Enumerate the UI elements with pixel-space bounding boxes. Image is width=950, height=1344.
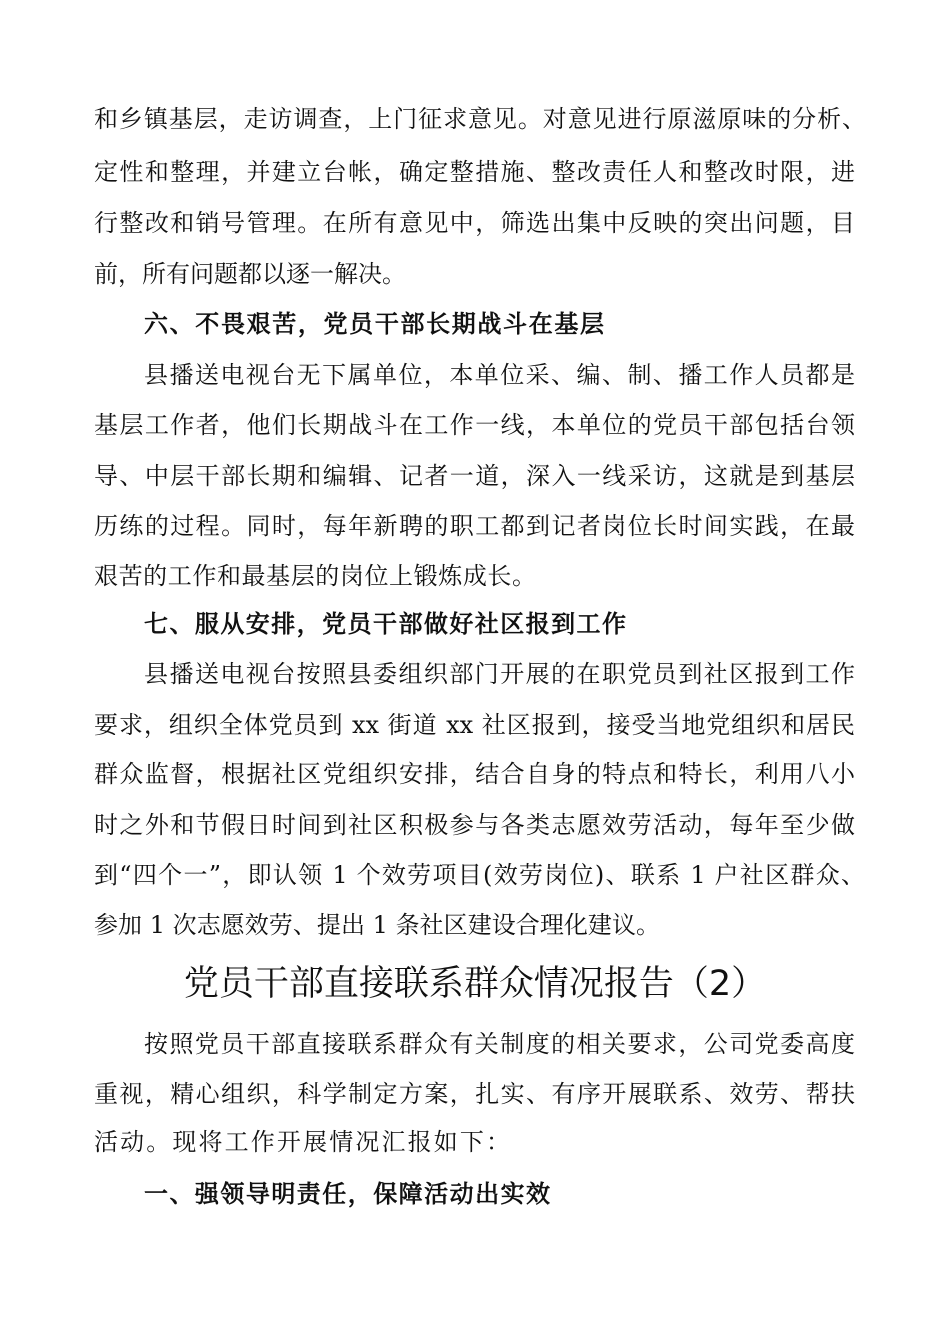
body-line: 基层工作者，他们长期战斗在工作一线，本单位的党员干部包括台领 — [94, 411, 855, 439]
report-title: 党员干部直接联系群众情况报告（2） — [183, 964, 767, 1004]
body-line: 时之外和节假日时间到社区积极参与各类志愿效劳活动，每年至少做 — [94, 811, 855, 839]
body-line: 活动。现将工作开展情况汇报如下： — [94, 1128, 510, 1156]
body-line: 参加 1 次志愿效劳、提出 1 条社区建设合理化建议。 — [94, 911, 660, 939]
body-line: 重视，精心组织，科学制定方案，扎实、有序开展联系、效劳、帮扶 — [94, 1080, 855, 1108]
body-line: 按照党员干部直接联系群众有关制度的相关要求，公司党委高度 — [144, 1030, 855, 1058]
body-line: 前，所有问题都以逐一解决。 — [94, 260, 406, 288]
body-line: 县播送电视台无下属单位，本单位采、编、制、播工作人员都是 — [144, 361, 855, 389]
body-line: 历练的过程。同时，每年新聘的职工都到记者岗位长时间实践，在最 — [94, 512, 855, 540]
body-line: 群众监督，根据社区党组织安排，结合自身的特点和特长，利用八小 — [94, 760, 855, 788]
body-line: 艰苦的工作和最基层的岗位上锻炼成长。 — [94, 562, 536, 590]
body-line: 到“四个一”，即认领 1 个效劳项目(效劳岗位)、联系 1 户社区群众、 — [94, 861, 865, 889]
section-heading-7: 七、服从安排，党员干部做好社区报到工作 — [144, 610, 626, 638]
body-line: 要求，组织全体党员到 xx 街道 xx 社区报到，接受当地党组织和居民 — [94, 711, 855, 739]
body-line: 行整改和销号管理。在所有意见中，筛选出集中反映的突出问题，目 — [94, 209, 855, 237]
section-heading-6: 六、不畏艰苦，党员干部长期战斗在基层 — [144, 310, 604, 338]
body-line: 导、中层干部长期和编辑、记者一道，深入一线采访，这就是到基层 — [94, 462, 855, 490]
section-heading-1: 一、强领导明责任，保障活动出实效 — [144, 1180, 550, 1208]
body-line: 县播送电视台按照县委组织部门开展的在职党员到社区报到工作 — [144, 660, 855, 688]
body-line: 定性和整理，并建立台帐，确定整措施、整改责任人和整改时限，进 — [94, 158, 855, 186]
body-line: 和乡镇基层，走访调查，上门征求意见。对意见进行原滋原味的分析、 — [94, 105, 866, 133]
